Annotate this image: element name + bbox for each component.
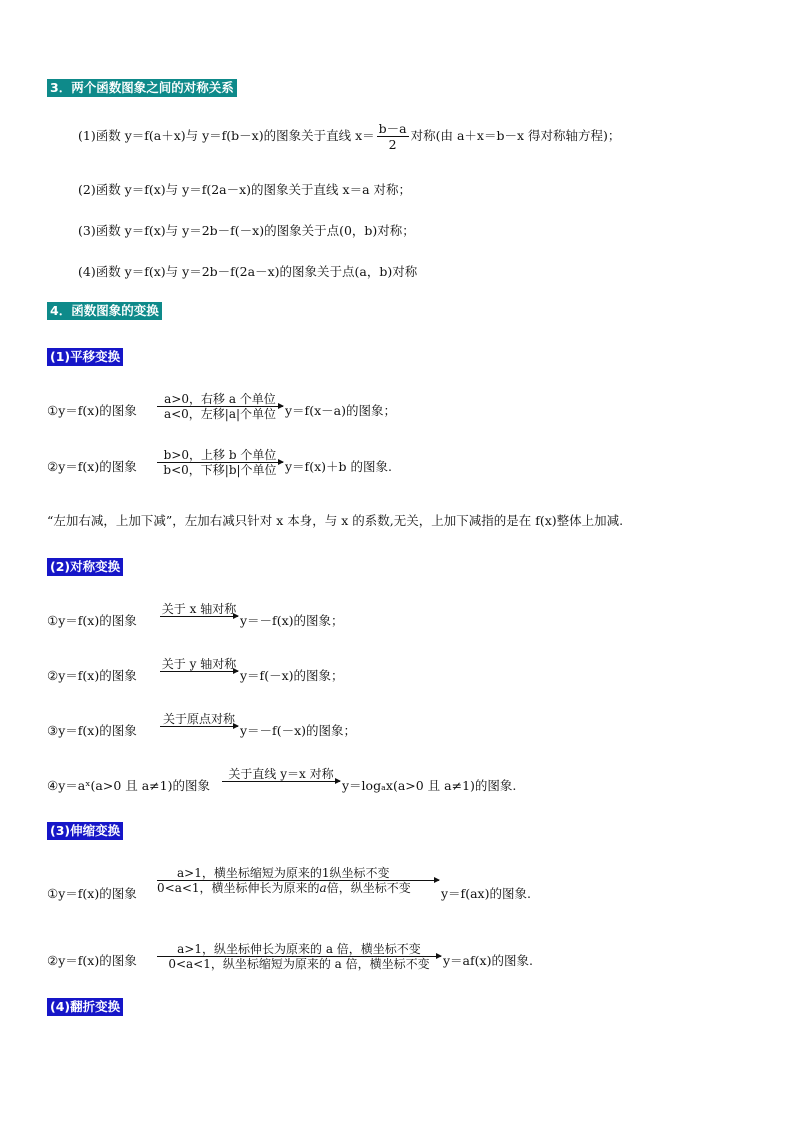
scaling-row-2-post: y＝af(x)的图象. [443,953,533,968]
arrow-bottom-label: 0<a<1，纵坐标缩短为原来的 a 倍，横坐标不变 [168,957,430,971]
arrow-top-label [157,866,439,880]
arrow-line [222,781,340,782]
symmetry-row-4-post: y＝logₐx(a>0 且 a≠1)的图象. [342,778,517,793]
scaling-row-2-pre: ②y＝f(x)的图象 [47,953,137,968]
sec3-line-1-a: (1)函数 [78,128,125,143]
arrow-bottom-label-a: 0<a<1，横坐标伸长为原来的 [157,881,320,895]
arrow-top-label: 关于直线 y＝x 对称 [228,767,334,781]
symmetry-row-3-pre: ③y＝f(x)的图象 [47,723,137,738]
sec3-line-2: (2)函数 y＝f(x)与 y＝f(2a－x)的图象关于直线 x＝a 对称； [78,182,411,197]
symmetry-row-2-post: y＝f(－x)的图象； [240,668,344,683]
subsection-flip-title: (4)翻折变换 [47,998,123,1016]
arrow-line [160,616,238,617]
arrow-top-label-a: a>1，横坐标缩短为原来的 [177,866,322,880]
arrow-line [157,880,439,881]
sec3-line-1 [78,121,620,152]
translation-row-2-post: y＝f(x)＋b 的图象. [285,459,392,474]
section-3-title: 3．两个函数图象之间的对称关系 [47,79,237,97]
symmetry-row-1-arrow [160,602,238,617]
fraction [377,121,409,152]
translation-row-1-post: y＝f(x－a)的图象； [285,403,396,418]
translation-note: “左加右减，上加下减”，左加右减只针对 x 本身，与 x 的系数,无关，上加下减指的是在 f(x)整体上加减. [47,513,624,528]
arrow-top-label: a>0，右移 a 个单位 [164,392,276,406]
sec3-line-1-c: 对称(由 a＋x＝b－x 得对称轴方程)； [410,128,621,143]
arrow-top-label: 关于 x 轴对称 [161,602,237,616]
sec3-line-1-b: y＝f(a＋x)与 y＝f(b－x)的图象关于直线 x＝ [124,128,375,143]
scaling-row-1-arrow [157,866,439,895]
arrow-line [160,726,238,727]
subsection-symmetry-title: (2)对称变换 [47,558,123,576]
arrow-top-label: b>0，上移 b 个单位 [163,448,277,462]
translation-row-1-arrow [157,392,283,421]
translation-row-2-arrow [157,448,283,477]
arrow-top-label: a>1，纵坐标伸长为原来的 a 倍，横坐标不变 [177,942,421,956]
arrow-bottom-label: a<0，左移|a|个单位 [163,407,277,421]
subsection-translation-title: (1)平移变换 [47,348,123,366]
arrow-top-label: 关于原点对称 [162,712,235,726]
fraction-numerator: 1 [321,866,330,880]
arrow-bottom-label [157,881,439,895]
symmetry-row-3-arrow [160,712,238,727]
scaling-row-1-post: y＝f(ax)的图象. [441,886,531,901]
symmetry-row-1-pre: ①y＝f(x)的图象 [47,613,137,628]
arrow-line [160,671,238,672]
translation-row-2-pre: ②y＝f(x)的图象 [47,459,137,474]
arrow-bottom-label: b<0，下移|b|个单位 [163,463,277,477]
section-4-title: 4．函数图象的变换 [47,302,162,320]
arrow-line [157,406,283,407]
symmetry-row-4-pre: ④y＝aˣ(a>0 且 a≠1)的图象 [47,778,210,793]
fraction-denominator: 2 [388,137,397,152]
scaling-row-2-arrow [157,942,441,971]
sec3-line-3: (3)函数 y＝f(x)与 y＝2b－f(－x)的图象关于点(0，b)对称； [78,223,415,238]
sec3-line-4: (4)函数 y＝f(x)与 y＝2b－f(2a－x)的图象关于点(a，b)对称 [78,264,418,279]
scaling-row-1-pre: ①y＝f(x)的图象 [47,886,137,901]
symmetry-row-4-arrow [222,767,340,782]
fraction-numerator: b－a [378,121,407,136]
arrow-line [157,956,441,957]
symmetry-row-2-pre: ②y＝f(x)的图象 [47,668,137,683]
symmetry-row-1-post: y＝－f(x)的图象； [240,613,344,628]
translation-row-1-pre: ①y＝f(x)的图象 [47,403,137,418]
arrow-top-label: 关于 y 轴对称 [161,657,237,671]
symmetry-row-3-post: y＝－f(－x)的图象； [240,723,356,738]
arrow-bottom-label-b: 倍，纵坐标不变 [326,881,411,895]
symmetry-row-2-arrow [160,657,238,672]
arrow-line [157,462,283,463]
subsection-scaling-title: (3)伸缩变换 [47,822,123,840]
fraction-denominator: a [319,881,327,895]
arrow-top-label-b: 纵坐标不变 [329,866,390,880]
